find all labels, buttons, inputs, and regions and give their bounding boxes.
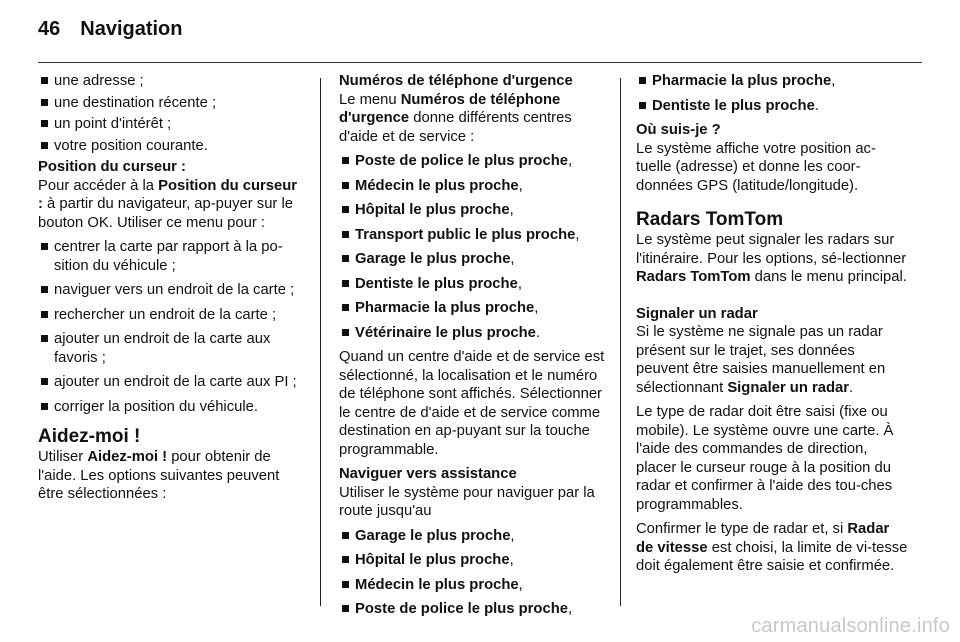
destination-list [38,72,306,155]
list-item: naviguer vers un endroit de la carte ; [38,281,306,300]
column-divider-2 [620,78,621,606]
list-item: Vétérinaire le plus proche. [339,324,607,343]
list-item: Garage le plus proche, [339,527,607,546]
radar-heading: Radars TomTom [636,209,784,230]
list-item: Médecin le plus proche, [339,576,607,595]
where-heading: Où suis-je ? [636,122,721,138]
emergency-body: Quand un centre d'aide et de service est sélectionné, la localisation et le numéro de téléphone sont affichés. Sélectionner le centre de d'aide et de service comme destination en ap-puyant sur la touche programmable. [339,349,605,458]
list-item: Hôpital le plus proche, [339,551,607,570]
list-item: Pharmacie la plus proche, [339,299,607,318]
assist-heading: Naviguer vers assistance [339,466,517,482]
list-item: corriger la position du véhicule. [38,398,306,417]
confirm-body: Confirmer le type de radar et, si Radar de vitesse est choisi, la limite de vi-tesse doit également être saisie et confirmée. [636,521,908,574]
list-item: Transport public le plus proche, [339,226,607,245]
emergency-intro: Le menu Numéros de téléphone d'urgence donne différents centres d'aide et de service : [339,91,572,145]
list-item: centrer la carte par rapport à la po-sition du véhicule ; [38,238,306,275]
where-body: Le système affiche votre position ac-tuelle (adresse) et donne les coor-données GPS (latitude/longitude). [636,140,876,194]
help-body: Utiliser Aidez-moi ! pour obtenir de l'aide. Les options suivantes peuvent être sélectionnées : [38,449,280,502]
column-2 [339,72,607,625]
list-item: Hôpital le plus proche, [339,201,607,220]
header-rule [38,62,922,63]
list-item: Garage le plus proche, [339,250,607,269]
list-item: rechercher un endroit de la carte ; [38,306,306,325]
radar-body: Le système peut signaler les radars sur l'itinéraire. Pour les options, sé-lectionner Radars TomTom dans le menu principal. [636,232,907,285]
signal-body: Si le système ne signale pas un radar présent sur le trajet, ses données peuvent être saisies manuellement en sélectionnant Signaler un radar. [636,324,886,396]
list-item: Poste de police le plus proche, [339,600,607,619]
column-divider-1 [320,78,321,606]
page-number: 46 [38,18,61,40]
list-item: une destination récente ; [38,94,306,113]
signal-heading: Signaler un radar [636,305,758,322]
list-item: un point d'intérêt ; [38,115,306,134]
assist-body: Utiliser le système pour naviguer par la route jusqu'au [339,484,595,519]
emergency-heading: Numéros de téléphone d'urgence [339,73,573,89]
column-3 [636,72,908,582]
page-header [38,18,183,48]
continued-list [636,72,908,115]
list-item: Poste de police le plus proche, [339,152,607,171]
list-item: Dentiste le plus proche. [636,97,908,116]
list-item: une adresse ; [38,72,306,91]
list-item: Pharmacie la plus proche, [636,72,908,91]
cursor-intro: Pour accéder à la Position du curseur : à partir du navigateur, ap-puyer sur le bouton OK. Utiliser ce menu pour : [38,177,298,231]
type-body: Le type de radar doit être saisi (fixe ou mobile). Le système ouvre une carte. À l'aide des commandes de direction, placer le curseur rouge à la position du radar et confirmer à l'aide des tou-ches programmables. [636,404,894,513]
emergency-list [339,152,607,342]
cursor-options-list [38,238,306,416]
assist-list [339,527,607,619]
list-item: Médecin le plus proche, [339,177,607,196]
help-heading: Aidez-moi ! [38,426,141,447]
column-1 [38,72,306,510]
list-item: Dentiste le plus proche, [339,275,607,294]
list-item: votre position courante. [38,137,306,156]
list-item: ajouter un endroit de la carte aux PI ; [38,373,306,392]
cursor-heading: Position du curseur : [38,159,186,175]
watermark: carmanualsonline.info [751,615,950,637]
page-title: Navigation [80,18,183,40]
list-item: ajouter un endroit de la carte aux favoris ; [38,330,306,367]
